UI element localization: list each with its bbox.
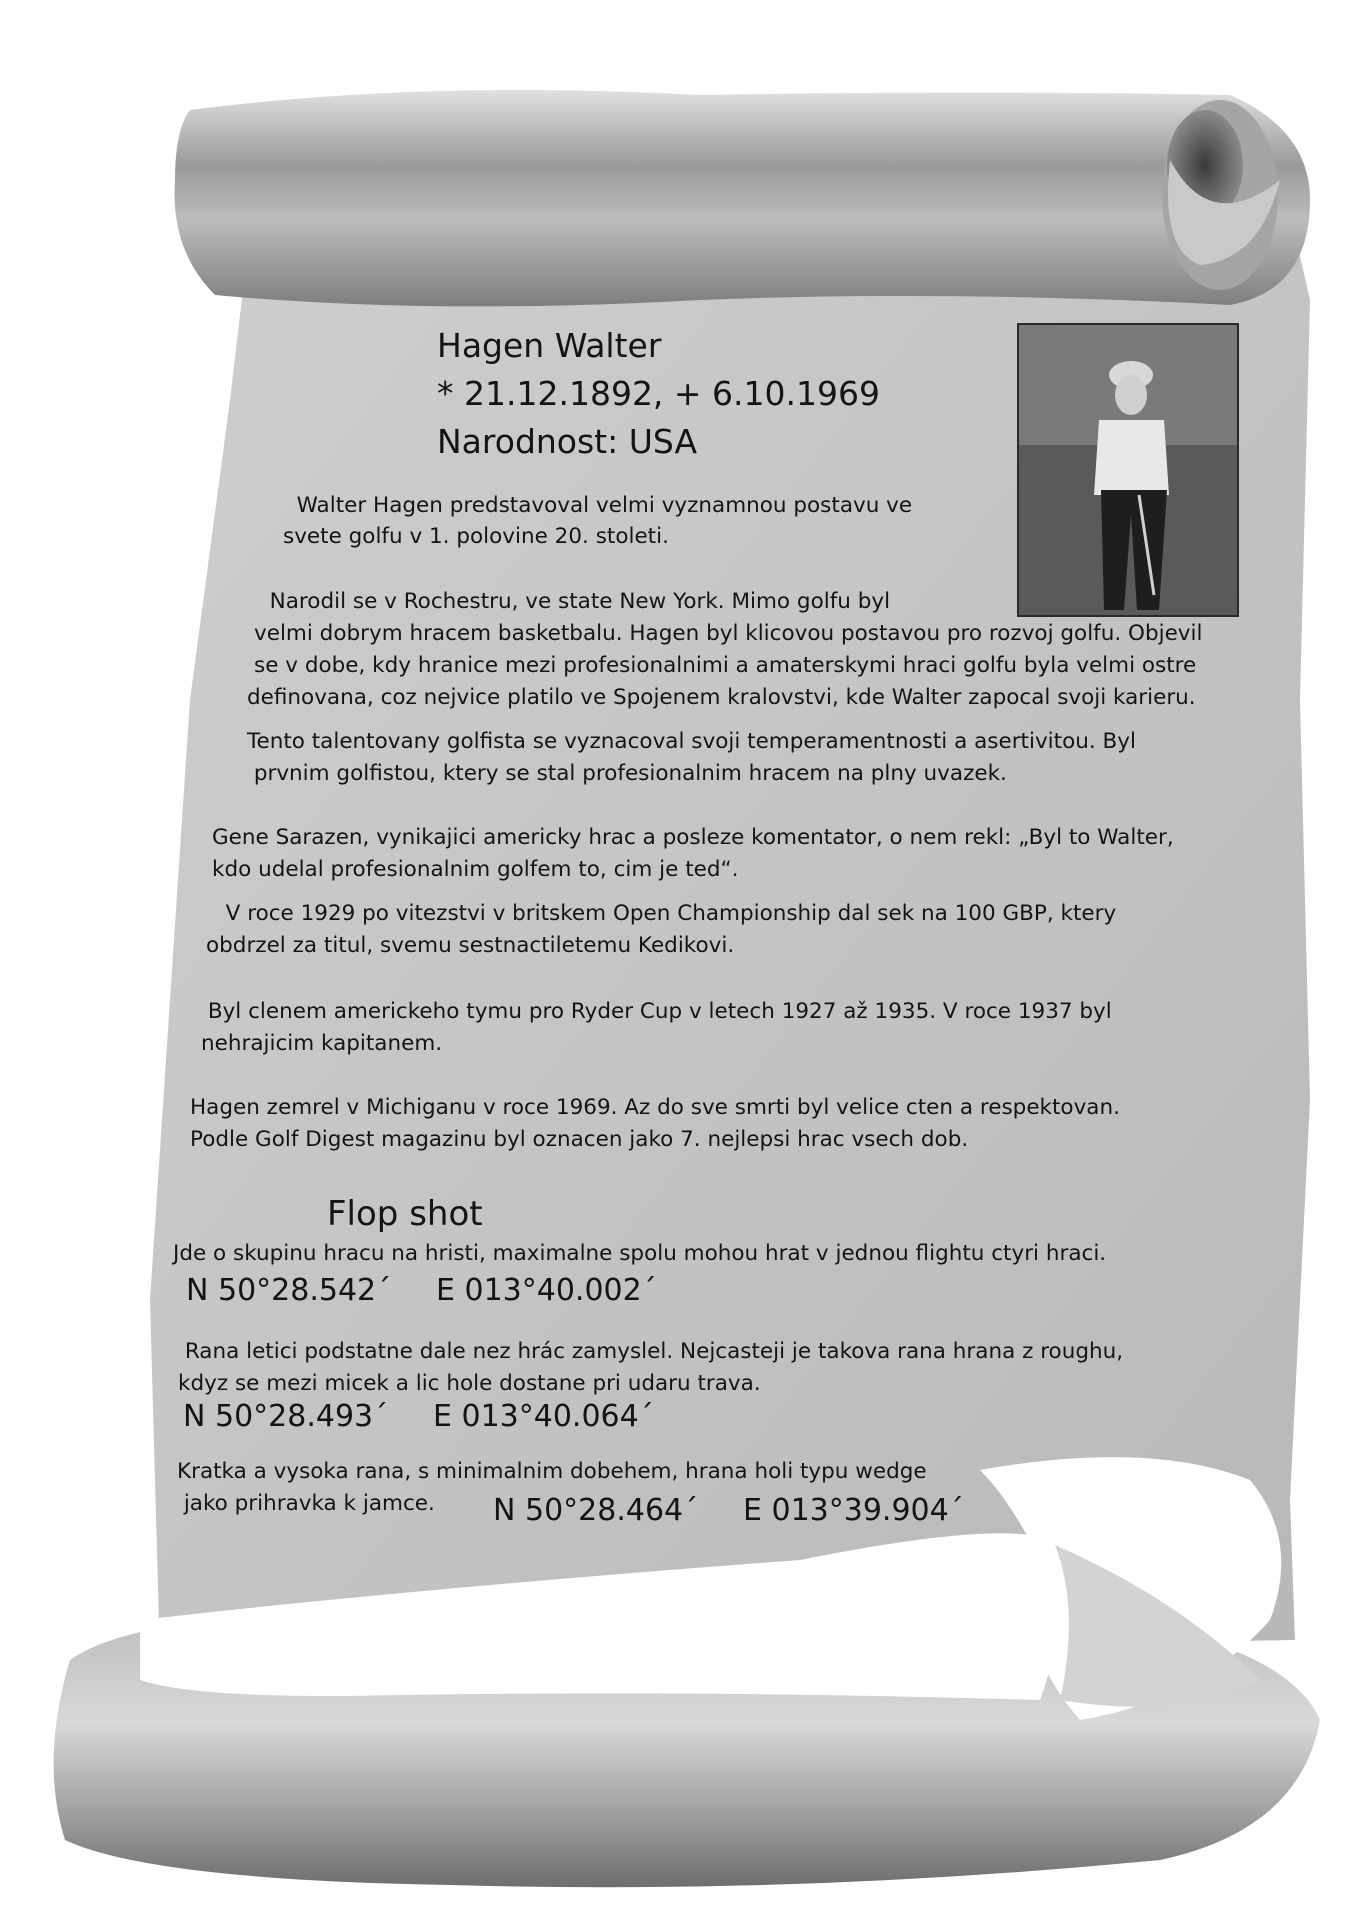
golfer-figure-image [1019,325,1237,615]
item3-latitude: N 50°28.464´ [493,1493,699,1528]
bio-p5-line1: V roce 1929 po vitezstvi v britskem Open Championship dal sek na 100 GBP, ktery [212,901,1117,926]
item1-longitude: E 013°40.002´ [436,1273,657,1308]
item2-text-line2: kdyz se mezi micek a lic hole dostane pri udaru trava. [178,1371,761,1396]
bio-p7-line2: Podle Golf Digest magazinu byl oznacen jako 7. nejlepsi hrac vsech dob. [190,1127,969,1152]
top-roll [175,90,1311,306]
item2-text-line1: Rana letici podstatne dale nez hrác zamyslel. Nejcasteji je takova rana hrana z roughu, [178,1339,1124,1364]
player-dates: * 21.12.1892, + 6.10.1969 [437,374,881,413]
item3-text-line1: Kratka a vysoka rana, s minimalnim dobehem, hrana holi typu wedge [177,1459,927,1484]
item2-latitude: N 50°28.493´ [183,1399,389,1434]
item1-latitude: N 50°28.542´ [186,1273,392,1308]
item3-longitude: E 013°39.904´ [743,1493,964,1528]
bio-p4-line1: Gene Sarazen, vynikajici americky hrac a posleze komentator, o nem rekl: „Byl to Walter, [212,825,1174,850]
bio-p2-line2: velmi dobrym hracem basketbalu. Hagen byl klicovou postavou pro rozvoj golfu. Objevil [254,621,1203,646]
bio-p4-line2: kdo udelal profesionalnim golfem to, cim je ted“. [212,857,739,882]
bio-p1-line1: Walter Hagen predstavoval velmi vyznamnou postavu ve [283,493,913,518]
section-title: Flop shot [327,1194,483,1234]
player-name: Hagen Walter [437,326,662,365]
bio-p6-line2: nehrajicim kapitanem. [201,1031,443,1056]
portrait-photo [1017,323,1239,617]
bio-p2-line4: definovana, coz nejvice platilo ve Spojenem kralovstvi, kde Walter zapocal svoji karieru. [247,685,1196,710]
bio-p6-line1: Byl clenem americkeho tymu pro Ryder Cup v letech 1927 až 1935. V roce 1937 byl [201,999,1112,1024]
item1-text: Jde o skupinu hracu na hristi, maximalne spolu mohou hrat v jednou flightu ctyri hraci. [173,1241,1107,1266]
bio-p3-line1: Tento talentovany golfista se vyznacoval svoji temperamentnosti a asertivitou. Byl [247,729,1136,754]
bio-p2-line1: Narodil se v Rochestru, ve state New York. Mimo golfu byl [256,589,891,614]
bio-p5-line2: obdrzel za titul, svemu sestnactiletemu Kedikovi. [206,933,735,958]
bio-p3-line2: prvnim golfistou, ktery se stal profesionalnim hracem na plny uvazek. [247,761,1007,786]
item2-longitude: E 013°40.064´ [433,1399,654,1434]
bio-p7-line1: Hagen zemrel v Michiganu v roce 1969. Az do sve smrti byl velice cten a respektovan. [190,1095,1120,1120]
bio-p1-line2: svete golfu v 1. polovine 20. stoleti. [283,524,669,549]
bio-p2-line3: se v dobe, kdy hranice mezi profesionalnimi a amaterskymi hraci golfu byla velmi ostre [254,653,1197,678]
item3-text-line2: jako prihravka k jamce. [177,1491,435,1516]
player-nationality: Narodnost: USA [437,422,698,461]
